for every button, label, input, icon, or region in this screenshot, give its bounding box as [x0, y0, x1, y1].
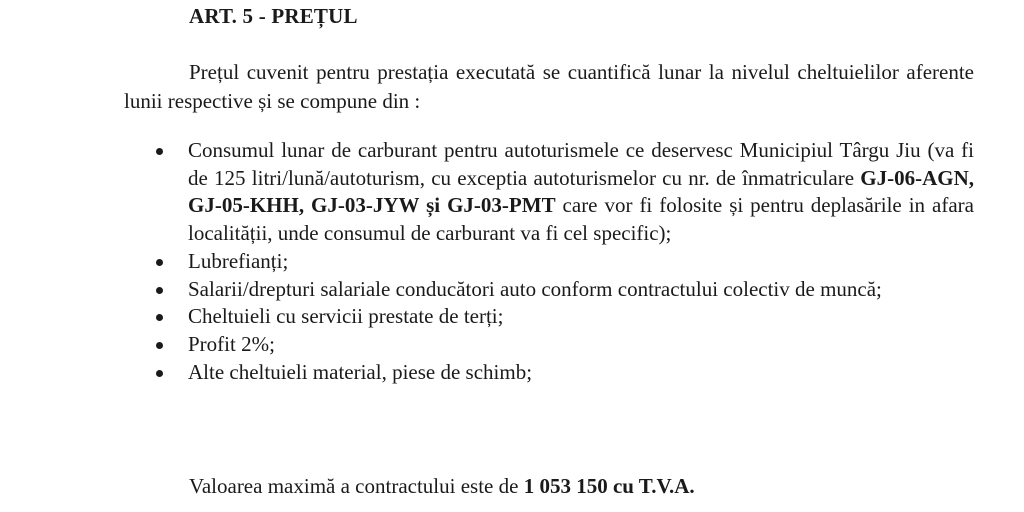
contract-value-line	[189, 474, 695, 499]
license-plates: GJ-06-AGN, GJ-05-KHH, GJ-03-JYW și GJ-03-PMT	[188, 165, 974, 218]
bullet-icon	[156, 259, 163, 266]
bullet-icon	[156, 342, 163, 349]
fuel-text-after: care vor fi folosite și pentru deplasările in afara localității, unde consumul de carburant va fi cel specific);	[188, 193, 974, 246]
cost-components-list	[150, 137, 974, 386]
bullet-icon	[156, 148, 163, 155]
list-item-text: Salarii/drepturi salariale conducători auto conform contractului colectiv de muncă;	[188, 276, 882, 301]
list-item-third-party-services	[150, 303, 974, 331]
list-item-text: Profit 2%;	[188, 331, 275, 356]
list-item-salaries	[150, 276, 974, 304]
contract-value-amount: 1 053 150 cu T.V.A.	[523, 474, 695, 498]
contract-value-label: Valoarea maximă a contractului este de	[189, 474, 524, 498]
fuel-text-before: Consumul lunar de carburant pentru autoturismele ce deservesc Municipiul Târgu Jiu (va fi de 125 litri/lună/autoturism, cu exceptia autoturismelor cu nr. de înmatriculare	[188, 138, 974, 190]
list-item-fuel	[150, 137, 974, 248]
bullet-icon	[156, 370, 163, 377]
list-item-lubricants	[150, 248, 974, 276]
intro-paragraph: Prețul cuvenit pentru prestația executată se cuantifică lunar la nivelul cheltuielilor aferente lunii respective și se compune din :	[124, 60, 974, 113]
bullet-icon	[156, 314, 163, 321]
list-item-text: Cheltuieli cu servicii prestate de terți;	[188, 304, 504, 329]
list-item-profit	[150, 331, 974, 359]
list-item-text: Alte cheltuieli material, piese de schimb;	[188, 359, 533, 384]
bullet-icon	[156, 287, 163, 294]
list-item-text: Lubrefianți;	[188, 248, 289, 273]
article-heading: ART. 5 - PREȚUL	[189, 4, 358, 28]
list-item-other-costs	[150, 359, 974, 387]
